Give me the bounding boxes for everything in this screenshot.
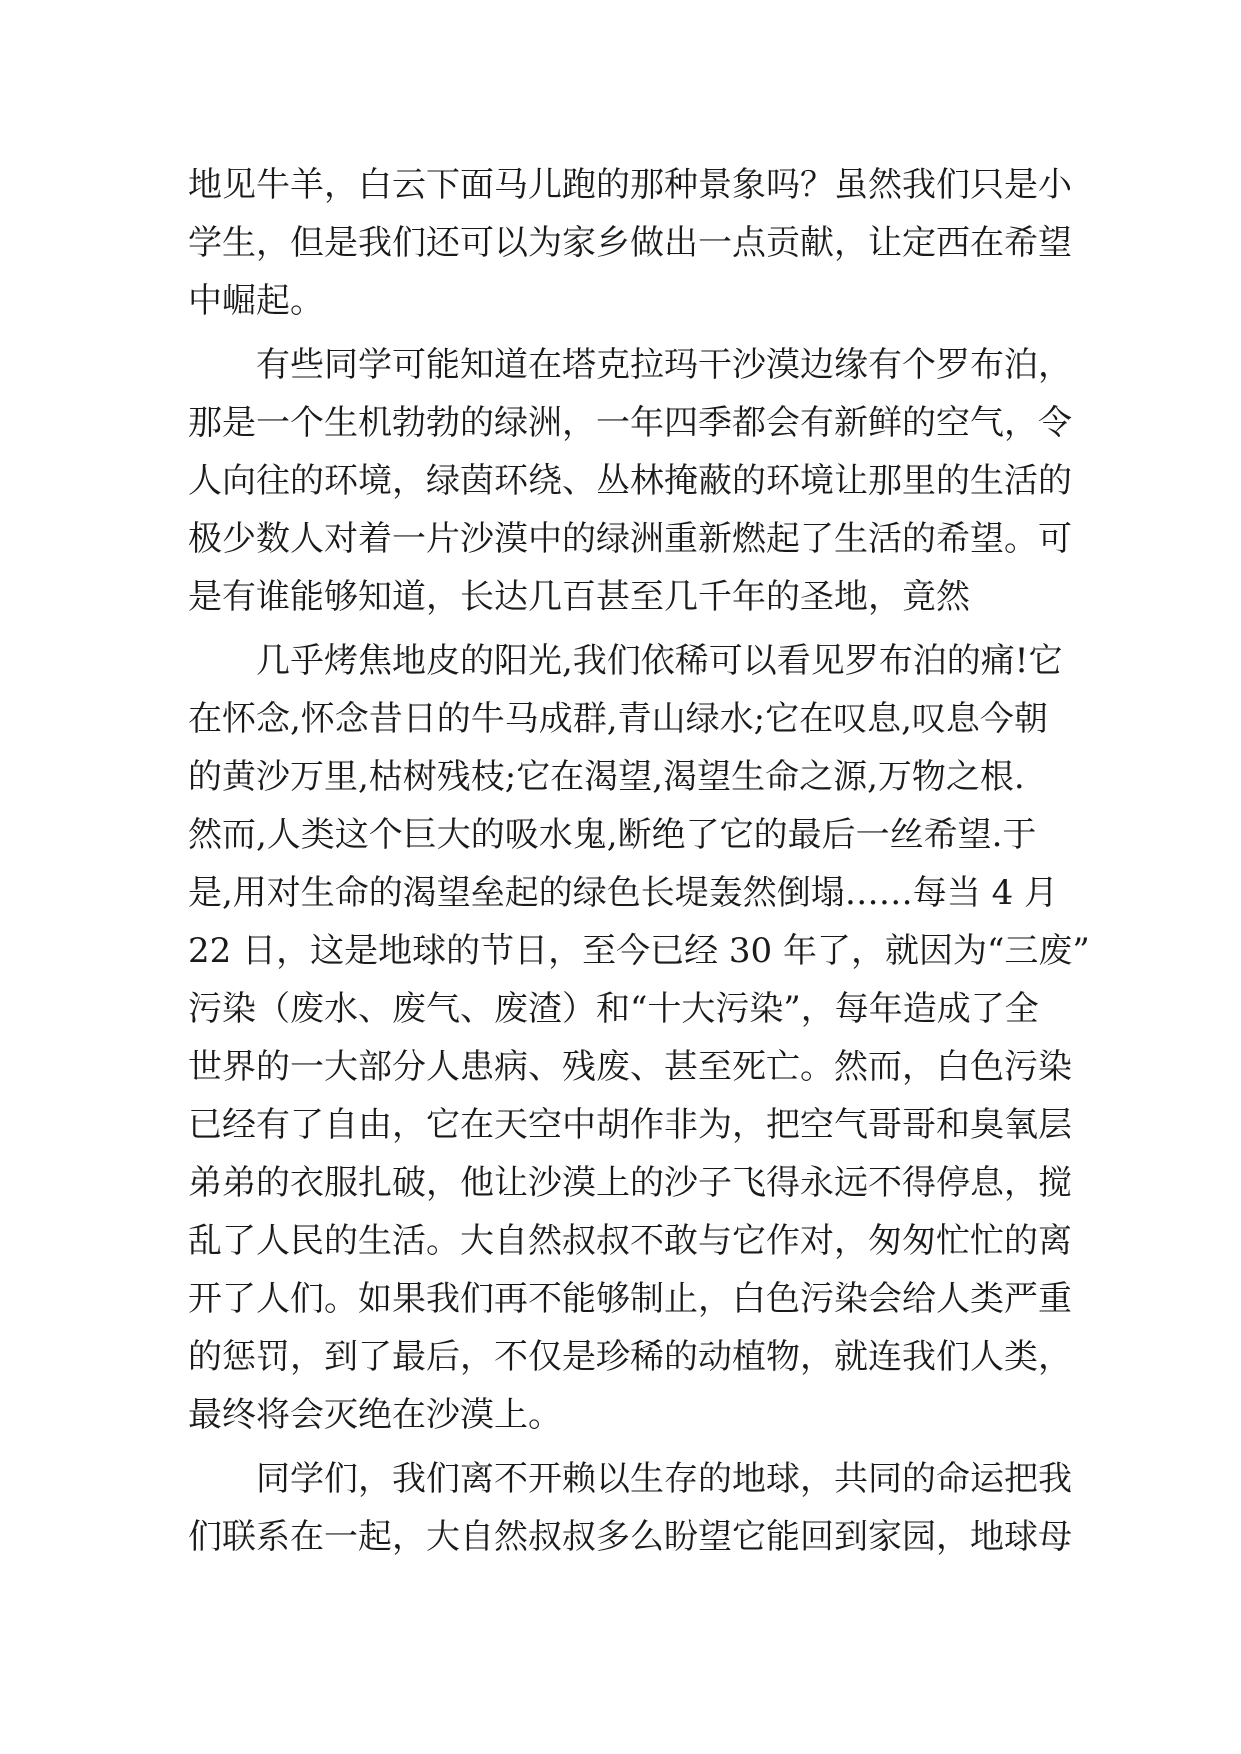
text-line: 极少数人对着一片沙漠中的绿洲重新燃起了生活的希望。可 (188, 519, 1072, 559)
text-line: 学生，但是我们还可以为家乡做出一点贡献，让定西在希望 (188, 223, 1072, 263)
text-line: 是,用对生命的渴望垒起的绿色长堤轰然倒塌……每当 4 月 (188, 873, 1059, 913)
text-line: 22 日，这是地球的节日，至今已经 30 年了，就因为“三废” (188, 931, 1090, 971)
text-line: 的黄沙万里,枯树残枝;它在渴望,渴望生命之源,万物之根. (188, 757, 1025, 797)
paragraph-2 (188, 336, 1072, 626)
text-line: 弟弟的衣服扎破，他让沙漠上的沙子飞得永远不得停息，搅 (188, 1163, 1072, 1203)
text-line: 在怀念,怀念昔日的牛马成群,青山绿水;它在叹息,叹息今朝 (188, 699, 1048, 739)
text-line: 最终将会灭绝在沙漠上。 (188, 1395, 562, 1435)
text-line: 人向往的环境，绿茵环绕、丛林掩蔽的环境让那里的生活的 (188, 461, 1072, 501)
text-line: 中崛起。 (188, 281, 324, 321)
text-line: 开了人们。如果我们再不能够制止，白色污染会给人类严重 (188, 1279, 1072, 1319)
paragraph-4 (188, 1450, 1072, 1566)
text-line: 世界的一大部分人患病、残废、甚至死亡。然而，白色污染 (188, 1047, 1072, 1087)
text-line: 然而,人类这个巨大的吸水鬼,断绝了它的最后一丝希望.于 (188, 815, 1037, 855)
text-line: 同学们，我们离不开赖以生存的地球，共同的命运把我 (256, 1459, 1072, 1499)
paragraph-1 (188, 156, 1072, 330)
text-line: 那是一个生机勃勃的绿洲，一年四季都会有新鲜的空气，令 (188, 403, 1072, 443)
text-line: 污染（废水、废气、废渣）和“十大污染”，每年造成了全 (188, 989, 1039, 1029)
text-line: 地见牛羊，白云下面马儿跑的那种景象吗？虽然我们只是小 (188, 165, 1072, 205)
text-line: 乱了人民的生活。大自然叔叔不敢与它作对，匆匆忙忙的离 (188, 1221, 1072, 1261)
paragraph-3 (188, 632, 1090, 1444)
body-text (188, 156, 1090, 1566)
text-line: 已经有了自由，它在天空中胡作非为，把空气哥哥和臭氧层 (188, 1105, 1072, 1145)
text-line: 有些同学可能知道在塔克拉玛干沙漠边缘有个罗布泊， (256, 345, 1072, 385)
text-line: 的惩罚，到了最后，不仅是珍稀的动植物，就连我们人类， (188, 1337, 1072, 1377)
text-line: 们联系在一起，大自然叔叔多么盼望它能回到家园，地球母 (188, 1517, 1072, 1557)
text-line: 是有谁能够知道，长达几百甚至几千年的圣地，竟然 (188, 577, 970, 617)
text-line: 几乎烤焦地皮的阳光,我们依稀可以看见罗布泊的痛!它 (256, 641, 1063, 681)
